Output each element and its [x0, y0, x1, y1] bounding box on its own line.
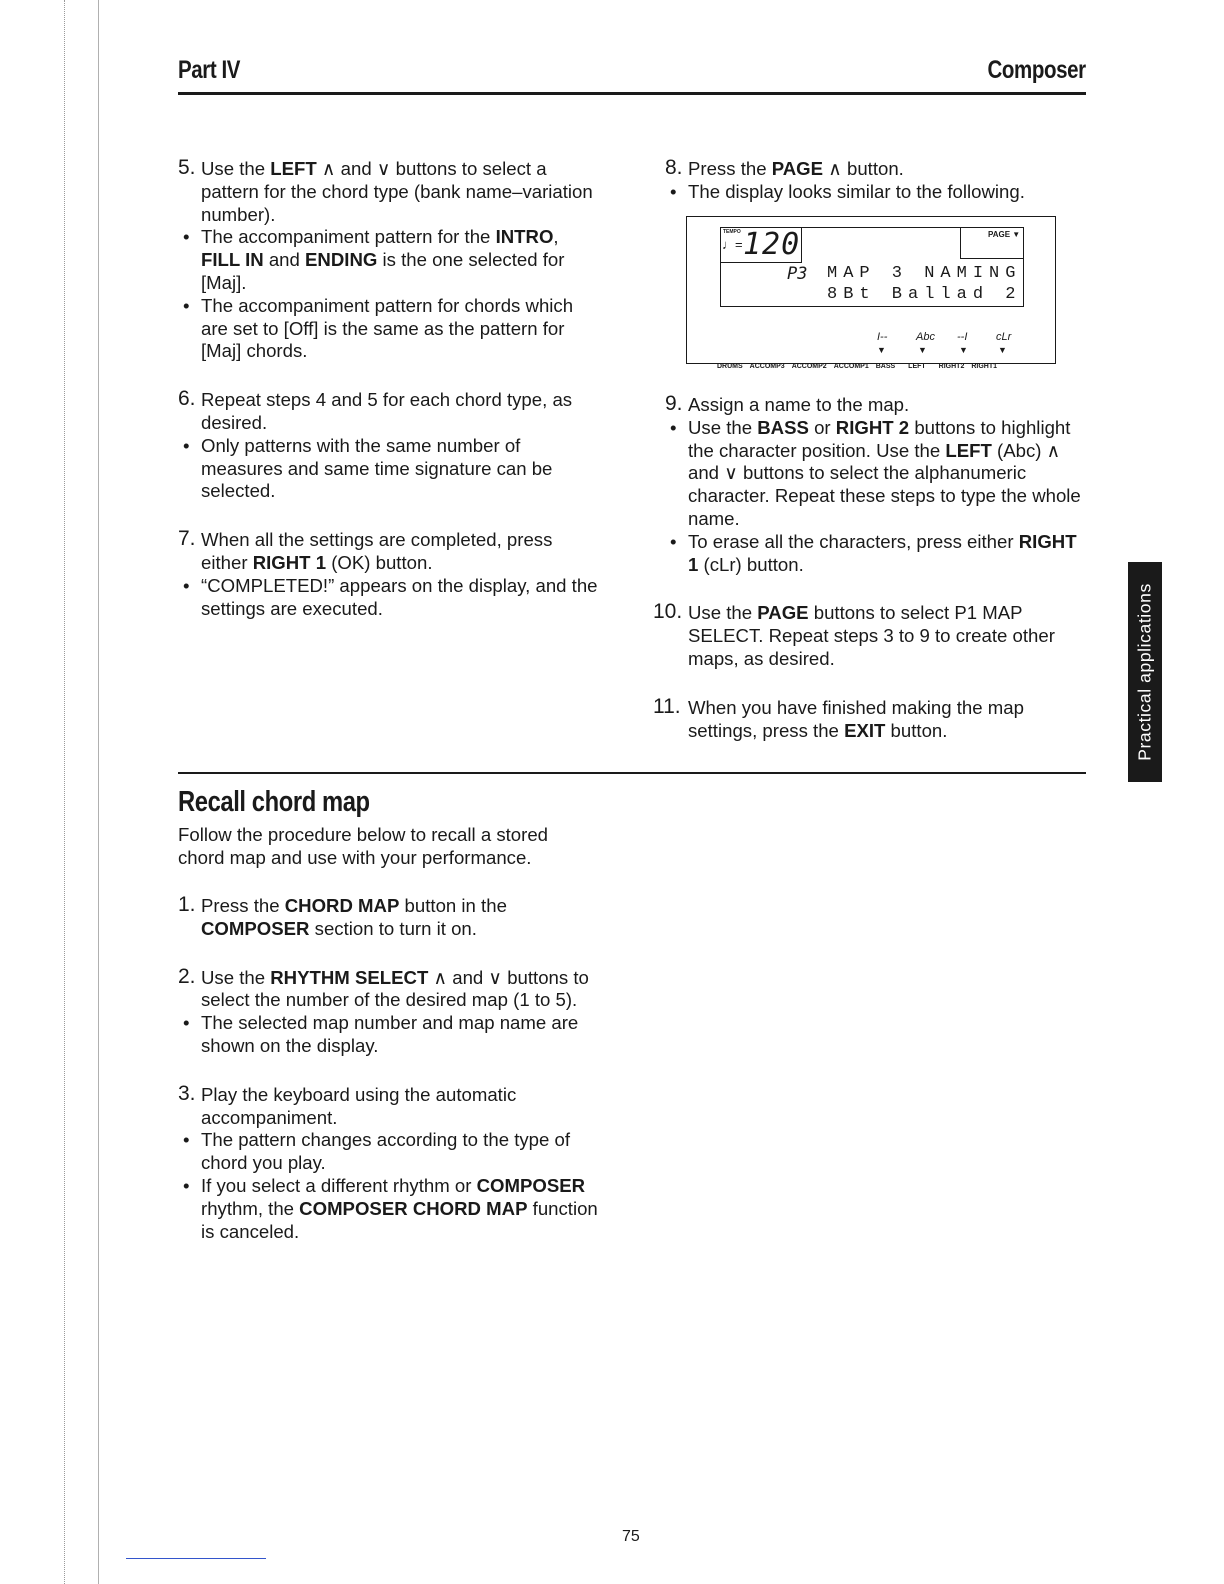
- lcd-line-2: 8Bt Ballad 2: [827, 285, 1022, 304]
- step-number: 1.: [178, 893, 196, 916]
- tempo-label: TEMPO: [723, 229, 741, 235]
- bullet-dot: •: [670, 416, 677, 438]
- footer-link-line: [126, 1558, 266, 1559]
- step-number: 8.: [665, 156, 683, 179]
- step-text: Use the RHYTHM SELECT ∧ and ∨ buttons to select the number of the desired map (1 to 5).: [201, 966, 589, 1011]
- bullet-dot: •: [183, 1129, 190, 1151]
- lcd-button-labels: [717, 363, 1037, 370]
- step-item: [178, 895, 598, 941]
- step-text: Press the CHORD MAP button in the COMPOSER section to turn it on.: [201, 895, 507, 939]
- bullet-item: [665, 531, 1085, 577]
- softkey-arrow-2: ▼: [918, 345, 927, 355]
- step-number: 10.: [653, 600, 683, 624]
- softkey-arrow-3: ▼: [959, 345, 968, 355]
- bullet-item: [665, 181, 1085, 204]
- left-margin-line: [64, 0, 65, 1584]
- softkey-label-2: Abc: [916, 331, 935, 343]
- bullet-dot: •: [183, 434, 190, 456]
- paragraph-gap: [665, 671, 1085, 697]
- bullet-item: [178, 435, 598, 503]
- section-steps: [178, 895, 598, 1243]
- side-tab-label: Practical applications: [1134, 583, 1155, 761]
- softkey-label-4: cLr: [996, 331, 1012, 343]
- bullet-item: [665, 417, 1085, 531]
- paragraph-gap: [178, 1058, 598, 1084]
- step-text: Assign a name to the map.: [688, 394, 910, 415]
- step-text: Press the PAGE ∧ button.: [688, 158, 904, 179]
- left-column: [178, 158, 598, 620]
- bullet-item: [178, 226, 598, 294]
- label-right2: RIGHT2: [938, 363, 965, 370]
- softkey-arrow-4: ▼: [998, 345, 1007, 355]
- section-intro-text: Follow the procedure below to recall a stored chord map and use with your performance.: [178, 824, 549, 868]
- softkey-label-1: I--: [877, 331, 888, 343]
- bullet-item: [178, 1012, 598, 1058]
- label-accomp2: ACCOMP2: [791, 363, 827, 370]
- bullet-text: The selected map number and map name are shown on the display.: [201, 1012, 579, 1056]
- bullet-text: “COMPLETED!” appears on the display, and the settings are executed.: [201, 574, 598, 619]
- step-item: [178, 158, 598, 226]
- step-number: 9.: [665, 392, 683, 415]
- step-text: When all the settings are completed, press either RIGHT 1 (OK) button.: [201, 529, 553, 573]
- step-number: 11.: [653, 694, 681, 718]
- bullet-dot: •: [183, 1174, 190, 1196]
- bullet-item: [178, 295, 598, 363]
- tempo-note: ♩=: [722, 237, 743, 252]
- softkey-label-3: --I: [957, 331, 968, 343]
- label-accomp1: ACCOMP1: [833, 363, 869, 370]
- softkey-arrow-1: ▼: [877, 345, 886, 355]
- bullet-item: [178, 1175, 598, 1243]
- label-bass: BASS: [875, 363, 896, 370]
- header-part: Part IV: [178, 56, 241, 84]
- section-intro: [178, 824, 598, 870]
- section-title: Recall chord map: [178, 786, 370, 818]
- bullet-text: The accompaniment pattern for the INTRO, FILL IN and ENDING is the one selected for [Maj].: [201, 226, 565, 293]
- page-num: P3: [787, 264, 808, 284]
- page-number: 75: [622, 1528, 640, 1545]
- bullet-text: To erase all the characters, press either RIGHT 1 (cLr) button.: [688, 530, 1077, 575]
- bullet-text: The pattern changes according to the type of chord you play.: [201, 1129, 571, 1174]
- paragraph-gap: [665, 576, 1085, 602]
- bullet-dot: •: [670, 530, 677, 552]
- step-item: [178, 964, 598, 1013]
- softkey-row: [877, 331, 1027, 355]
- bullet-dot: •: [183, 294, 190, 316]
- paragraph-gap: [178, 503, 598, 529]
- bullet-dot: •: [670, 180, 677, 202]
- step-item: [178, 1081, 598, 1130]
- right-column-bottom: [653, 392, 1085, 742]
- step-item: [178, 529, 598, 575]
- step-item: [653, 694, 1085, 743]
- paragraph-gap: [178, 363, 598, 389]
- step-number: 6.: [178, 387, 196, 411]
- left-margin-line-2: [98, 0, 99, 1584]
- bullet-text: The display looks similar to the following.: [688, 180, 1025, 202]
- lcd-line-1: MAP 3 NAMING: [827, 264, 1022, 283]
- bullet-text: Use the BASS or RIGHT 2 buttons to highlight the character position. Use the LEFT (Abc) ∧ and ∨ buttons to select the alphanumeric character. Repeat these steps to type the whole name.: [688, 416, 1081, 529]
- step-number: 3.: [178, 1081, 196, 1105]
- step-item: [665, 158, 1085, 181]
- tempo-value: 120: [743, 227, 801, 262]
- bullet-text: Only patterns with the same number of measures and same time signature can be selected.: [201, 434, 553, 502]
- bullet-text: The accompaniment pattern for chords which are set to [Off] is the same as the pattern for [Maj] chords.: [201, 294, 574, 362]
- bullet-item: [178, 1129, 598, 1175]
- label-accomp3: ACCOMP3: [749, 363, 785, 370]
- step-text: Play the keyboard using the automatic accompaniment.: [201, 1083, 517, 1128]
- step-text: Use the LEFT ∧ and ∨ buttons to select a pattern for the chord type (bank name–variation number).: [201, 158, 593, 225]
- header-section: Composer: [987, 56, 1086, 84]
- section-rule: [178, 772, 1086, 774]
- paragraph-gap: [178, 941, 598, 967]
- bullet-dot: •: [183, 574, 190, 596]
- step-item: [665, 394, 1085, 417]
- lcd-display: [686, 216, 1056, 364]
- step-number: 2.: [178, 964, 196, 988]
- step-text: Repeat steps 4 and 5 for each chord type, as desired.: [201, 389, 573, 433]
- step-item: [178, 389, 598, 435]
- right-column-top: [665, 158, 1085, 204]
- step-text: When you have finished making the map settings, press the EXIT button.: [688, 696, 1024, 741]
- label-right1: RIGHT1: [971, 363, 998, 370]
- bullet-item: [178, 575, 598, 621]
- step-text: Use the PAGE buttons to select P1 MAP SELECT. Repeat steps 3 to 9 to create other maps, as desired.: [688, 602, 1055, 669]
- side-tab: [1128, 562, 1162, 782]
- step-number: 7.: [178, 527, 196, 551]
- label-left: LEFT: [908, 363, 926, 370]
- page-label: PAGE ▼: [988, 230, 1021, 239]
- bullet-dot: •: [183, 1012, 190, 1034]
- step-number: 5.: [178, 156, 196, 179]
- header-rule: [178, 92, 1086, 95]
- step-item: [653, 600, 1085, 670]
- bullet-dot: •: [183, 226, 190, 248]
- label-drums: DRUMS: [717, 363, 743, 370]
- bullet-text: If you select a different rhythm or COMPOSER rhythm, the COMPOSER CHORD MAP function is canceled.: [201, 1174, 598, 1242]
